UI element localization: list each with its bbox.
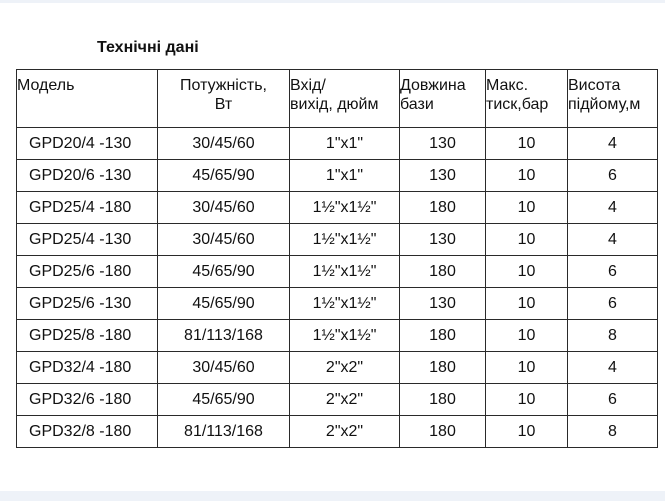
cell-max-pressure: 10 <box>486 128 568 160</box>
cell-base-length: 180 <box>400 416 486 448</box>
cell-lift-height: 8 <box>568 320 658 352</box>
header-model-line1: Модель <box>17 77 75 94</box>
cell-power: 45/65/90 <box>158 288 290 320</box>
cell-max-pressure: 10 <box>486 352 568 384</box>
cell-model: GPD25/4 -130 <box>17 224 158 256</box>
page-title: Технічні дані <box>97 39 199 56</box>
cell-power: 30/45/60 <box>158 192 290 224</box>
header-lift-height <box>568 70 658 128</box>
cell-max-pressure: 10 <box>486 384 568 416</box>
cell-lift-height: 6 <box>568 256 658 288</box>
specs-table-body <box>17 128 658 448</box>
cell-model: GPD32/6 -180 <box>17 384 158 416</box>
cell-lift-height: 4 <box>568 224 658 256</box>
cell-lift-height: 4 <box>568 128 658 160</box>
table-row <box>17 320 658 352</box>
cell-inlet-outlet: 2"x2" <box>290 384 400 416</box>
cell-max-pressure: 10 <box>486 320 568 352</box>
cell-max-pressure: 10 <box>486 256 568 288</box>
document-sheet <box>0 3 665 491</box>
header-lift-height-line2: підйому,м <box>568 96 641 113</box>
cell-base-length: 130 <box>400 288 486 320</box>
table-row <box>17 384 658 416</box>
cell-power: 30/45/60 <box>158 224 290 256</box>
table-row <box>17 128 658 160</box>
table-row <box>17 192 658 224</box>
table-row <box>17 160 658 192</box>
header-row <box>17 70 658 128</box>
cell-base-length: 180 <box>400 384 486 416</box>
header-max-pressure-line1: Макс. <box>486 77 529 94</box>
cell-base-length: 130 <box>400 128 486 160</box>
table-row <box>17 288 658 320</box>
cell-base-length: 180 <box>400 320 486 352</box>
header-max-pressure-line2: тиск,бар <box>486 96 549 113</box>
cell-lift-height: 4 <box>568 352 658 384</box>
cell-base-length: 130 <box>400 160 486 192</box>
cell-base-length: 180 <box>400 352 486 384</box>
table-row <box>17 416 658 448</box>
cell-model: GPD25/6 -180 <box>17 256 158 288</box>
cell-inlet-outlet: 2"x2" <box>290 416 400 448</box>
header-power-line1: Потужність, <box>180 77 267 94</box>
cell-lift-height: 4 <box>568 192 658 224</box>
table-row <box>17 224 658 256</box>
header-base-length-line2: бази <box>400 96 434 113</box>
header-base-length-line1: Довжина <box>400 77 466 94</box>
header-power-line2: Вт <box>214 96 233 113</box>
cell-inlet-outlet: 1½"x1½" <box>290 256 400 288</box>
cell-inlet-outlet: 1½"x1½" <box>290 288 400 320</box>
header-max-pressure <box>486 70 568 128</box>
cell-power: 81/113/168 <box>158 416 290 448</box>
cell-model: GPD20/4 -130 <box>17 128 158 160</box>
cell-inlet-outlet: 2"x2" <box>290 352 400 384</box>
cell-lift-height: 6 <box>568 384 658 416</box>
table-row <box>17 352 658 384</box>
cell-model: GPD25/4 -180 <box>17 192 158 224</box>
cell-power: 45/65/90 <box>158 384 290 416</box>
cell-lift-height: 6 <box>568 160 658 192</box>
header-power <box>158 70 290 128</box>
specs-table-header <box>17 70 658 128</box>
cell-max-pressure: 10 <box>486 288 568 320</box>
cell-model: GPD32/8 -180 <box>17 416 158 448</box>
cell-lift-height: 8 <box>568 416 658 448</box>
cell-lift-height: 6 <box>568 288 658 320</box>
cell-power: 45/65/90 <box>158 160 290 192</box>
header-inlet-outlet <box>290 70 400 128</box>
cell-max-pressure: 10 <box>486 224 568 256</box>
specs-table <box>16 69 658 448</box>
cell-max-pressure: 10 <box>486 192 568 224</box>
cell-model: GPD25/8 -180 <box>17 320 158 352</box>
cell-model: GPD32/4 -180 <box>17 352 158 384</box>
cell-inlet-outlet: 1"x1" <box>290 128 400 160</box>
header-inlet-outlet-line1: Вхід/ <box>290 77 326 94</box>
cell-max-pressure: 10 <box>486 160 568 192</box>
cell-model: GPD25/6 -130 <box>17 288 158 320</box>
header-model <box>17 70 158 128</box>
cell-power: 30/45/60 <box>158 352 290 384</box>
cell-power: 81/113/168 <box>158 320 290 352</box>
header-base-length <box>400 70 486 128</box>
cell-base-length: 180 <box>400 256 486 288</box>
cell-power: 45/65/90 <box>158 256 290 288</box>
header-inlet-outlet-line2: вихід, дюйм <box>290 96 379 113</box>
header-lift-height-line1: Висота <box>568 77 621 94</box>
cell-base-length: 180 <box>400 192 486 224</box>
cell-max-pressure: 10 <box>486 416 568 448</box>
cell-model: GPD20/6 -130 <box>17 160 158 192</box>
table-row <box>17 256 658 288</box>
cell-power: 30/45/60 <box>158 128 290 160</box>
cell-inlet-outlet: 1½"x1½" <box>290 224 400 256</box>
cell-inlet-outlet: 1½"x1½" <box>290 192 400 224</box>
cell-inlet-outlet: 1½"x1½" <box>290 320 400 352</box>
cell-base-length: 130 <box>400 224 486 256</box>
cell-inlet-outlet: 1"x1" <box>290 160 400 192</box>
